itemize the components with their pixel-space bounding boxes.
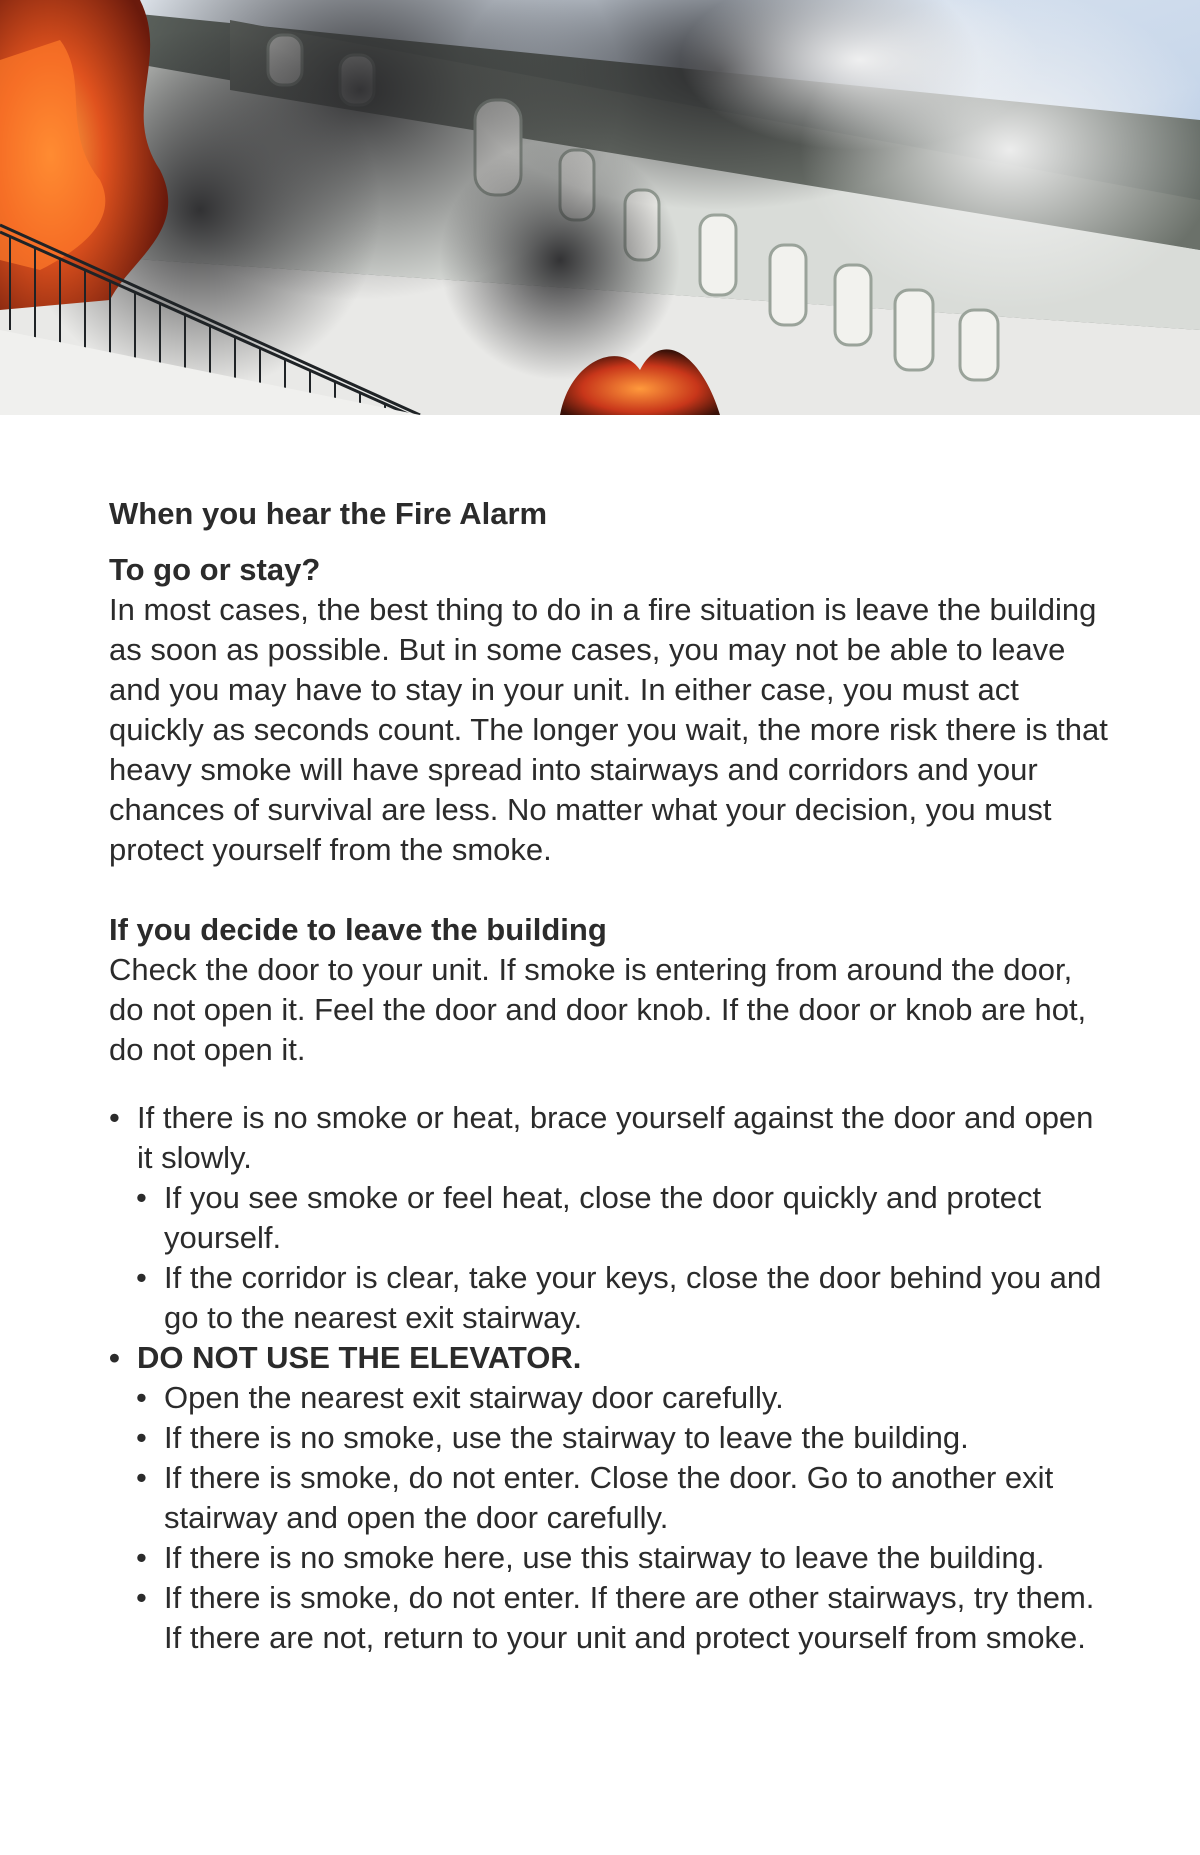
list-item: • If there is smoke, do not enter. Close the door. Go to another exit stairway and open the door carefully. [109,1458,1109,1538]
list-item: • If there is no smoke or heat, brace yourself against the door and open it slowly. [109,1098,1109,1178]
list-item: • If you see smoke or feel heat, close the door quickly and protect yourself. [109,1178,1109,1258]
list-item: • If there is no smoke, use the stairway to leave the building. [109,1418,1109,1458]
document-title: When you hear the Fire Alarm [109,496,548,531]
section-body-leave-building: Check the door to your unit. If smoke is entering from around the door, do not open it. Feel the door and door knob. If the door or knob are hot, do not open it. [109,952,1087,1067]
list-item: • If the corridor is clear, take your keys, close the door behind you and go to the nearest exit stairway. [109,1258,1109,1338]
hero-photo [0,0,1200,415]
section-heading-go-or-stay: To go or stay? [109,552,321,587]
section-heading-leave-building: If you decide to leave the building [109,912,607,947]
list-item: • Open the nearest exit stairway door carefully. [109,1378,1109,1418]
list-item: • If there is smoke, do not enter. If there are other stairways, try them. If there are not, return to your unit and protect yourself from smoke. [109,1578,1109,1658]
section-body-go-or-stay: In most cases, the best thing to do in a fire situation is leave the building as soon as possible. But in some cases, you may not be able to leave and you may have to stay in your unit. In either case, you must act quickly as seconds count. The longer you wait, the more risk there is that heavy smoke will have spread into stairways and corridors and your chances of survival are less. No matter what your decision, you must protect yourself from the smoke. [109,592,1108,867]
instruction-list [109,1098,1109,1658]
burning-building-photo [0,0,1200,415]
list-item-elevator-warning: • DO NOT USE THE ELEVATOR. [109,1338,1109,1378]
fire-safety-document [109,494,1109,1658]
list-item: • If there is no smoke here, use this stairway to leave the building. [109,1538,1109,1578]
